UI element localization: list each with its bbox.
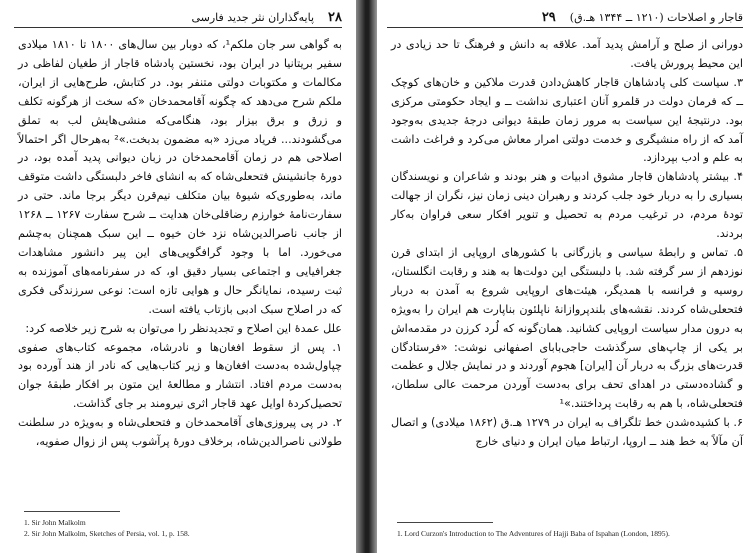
left-paragraph: به گواهی سر جان ملکم¹، که دوبار بین سال‌های ۱۸۰۰ تا ۱۸۱۰ میلادی سفیر بریتانیا در ایران بود، نخستین پادشاه قاجار از طغیان لفاظی در مکالمات و مکتوبات دولتی متنفر بود. در کتابش، طرح‌هایی از ایران، ملکم شرح می‌دهد که چگونه آقامحمدخان «که سخت از هرگونه تکلف و زرق و برق بیزار بود، هنگامی‌که منشی‌هایش لب به تملق می‌گشودند... فریاد می‌زد «به مضمون بدبخت.»² به‌هرحال اگر احتمالاً اصلاحی هم در زمان آقامحمدخان در زبان دیوانی پدید آمده بود، در دورهٔ جانشینش فتحعلی‌شاه که به انشای فاخر دلبستگی داشت متوقف ماند، به‌طوری‌که شیوهٔ بیان متکلف نیم‌قرن دیگر برجا ماند. حتی در سفارت‌نامهٔ خوارزم رضاقلی‌خان هدایت ــ شرح سفارت ۱۲۶۷ ــ ۱۲۶۸ از جانب ناصرالدین‌شاه نزد خان خیوه ــ این سبک همچنان به‌چشم می‌خورد. اما با وجود گرافگویی‌های این پیر دانشور مشاهدات جغرافیایی و اجتماعی بسیار دقیق او، که در سفرنامه‌های آموزنده به ثبت رسیده، نمایانگر حال و هوایی تازه است: نوعی سرزندگی فکری که در اصلاح سبک ادبی بازتاب یافته است. [18, 38, 342, 316]
left-page [0, 0, 356, 553]
right-paragraph: دورانی از صلح و آرامش پدید آمد. علاقه به دانش و فرهنگ تا حد زیادی در این محیط پرورش یافت. [391, 38, 743, 70]
left-footnotes [24, 511, 342, 539]
left-list-item: ۱. پس از سقوط افغان‌ها و نادرشاه، مجموعه کتاب‌های صفوی چپاول‌شده به‌دست افغان‌ها و زیر کتاب‌هایی که نادر از هند آورده بود به‌دست مردم افتاد. انتشار و مطالعهٔ این متون بر افکار طبقهٔ جوان تحصیل‌کردهٔ اوایل عهد قاجار اثری نیرومند بر جای گذاشت. [18, 340, 342, 411]
right-list-item: ۴. بیشتر پادشاهان قاجار مشوق ادبیات و هنر بودند و شاعران و نویسندگان بسیاری را به دربار خود جلب کردند و رهبران دینی زمان نیز، نگران از جهالت تودهٔ مردم، در ترغیب مردم به تحصیل و تنویر افکار سعی فراوان به‌کار بردند. [391, 170, 743, 241]
left-paragraph: علل عمدهٔ این اصلاح و تجدیدنظر را می‌توان به شرح زیر خلاصه کرد: [25, 321, 342, 335]
footnote: 1. Lord Curzon's Introduction to The Adventures of Hajji Baba of Ispahan (London, 1895). [397, 529, 670, 538]
right-list-item: ۵. تماس و رابطهٔ سیاسی و بازرگانی با کشورهای اروپایی از ابتدای قرن نوزدهم از سر گرفته شد. با دلبستگی این دولت‌ها به هند و رقابت انگلستان، روسیه و فرانسه با همدیگر، هیئت‌های اروپایی شروع به آمدن به دربار فتحعلی‌شاه کردند. نقشه‌های بلندپروازانهٔ ناپلئون بناپارت هم ایران را به‌ویژه به درون مدار سیاست اروپایی کشانید. همان‌گونه که لُرد کرزن در مقدمه‌اش بر یکی از چاپ‌های سرگذشت حاجی‌بابای اصفهانی نوشت: «فرستادگان قدرت‌های بزرگ به دربار آن [ایران] هجوم آوردند و در نمایش جلال و عظمت و گشاده‌دستی در اهدای تحف برای به‌دست آوردن مرحمت عالی سلطان، فتحعلی‌شاه، با هم به رقابت پرداختند.»¹ [391, 245, 743, 411]
left-running-head: پایه‌گذاران نثر جدید فارسی [191, 11, 315, 24]
right-page-header [542, 10, 743, 25]
left-header-rule [14, 27, 342, 28]
footnote: 2. Sir John Malkolm, Sketches of Persia, vol. 1, p. 158. [24, 529, 190, 538]
right-footnotes [397, 522, 739, 539]
footnote-rule [24, 511, 120, 512]
right-list-item: ۶. با کشیده‌شدن خط تلگراف به ایران در ۱۲۷۹ هـ.ق (۱۸۶۲ میلادی) و اتصال آن مآلاً به خط هند ــ اروپا، ارتباط میان ایران و دنیای خارج [391, 416, 743, 449]
right-page-number: ۲۹ [541, 10, 556, 25]
footnote-rule [397, 522, 493, 523]
left-list-item: ۲. در پی پیروزی‌های آقامحمدخان و فتحعلی‌شاه و به‌ویژه در سلطنت طولانی ناصرالدین‌شاه، برخلاف دورهٔ پرآشوب پس از زوال صفویه، [18, 416, 342, 449]
left-page-header [191, 10, 342, 25]
right-page-body [391, 36, 743, 452]
right-list-item: ۳. سیاست کلی پادشاهان قاجار کاهش‌دادن قدرت ملاکین و خان‌های کوچک ــ که فرمان دولت در قلمرو آنان اعتباری نداشت ــ و ایجاد حکومتی مرکزی بود. درنتیجهٔ این سیاست به مرور زمان طبقهٔ دیوانی درجهٔ جدیدی به‌وجود آمد که از راه منشیگری و خدمت دولتی امرار معاش می‌کرد و فراغت داشت به علم و ادب بپردازد. [391, 75, 743, 165]
left-page-body [18, 36, 342, 452]
book-gutter [356, 0, 377, 553]
right-page [377, 0, 753, 553]
footnote: 1. Sir John Malkolm [24, 518, 86, 527]
right-header-rule [387, 27, 743, 28]
left-page-number: ۲۸ [328, 10, 342, 25]
right-running-head: قاجار و اصلاحات (۱۲۱۰ ــ ۱۳۴۴ هـ.ق) [569, 11, 743, 24]
